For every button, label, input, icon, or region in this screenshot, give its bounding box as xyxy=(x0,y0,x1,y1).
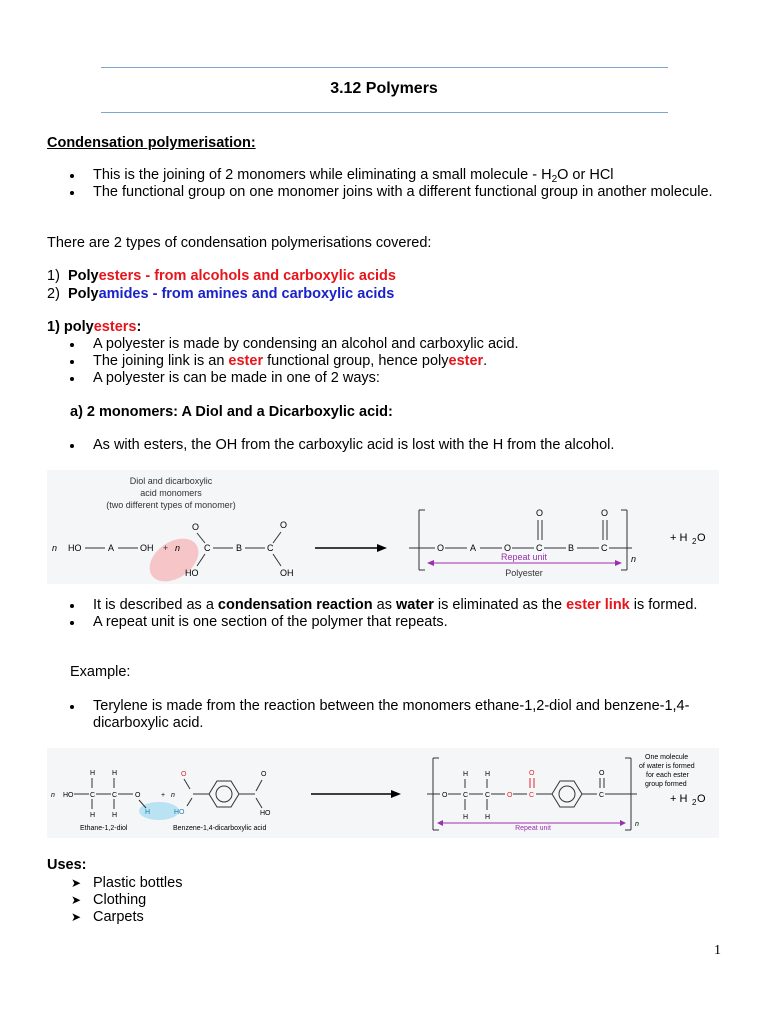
atom-c: C xyxy=(267,543,274,553)
bullet-text: The functional group on one monomer joins with a different functional group in another molecule. xyxy=(93,184,713,200)
atom-c: C xyxy=(112,792,118,799)
atom-c: C xyxy=(536,543,543,553)
condensation-list xyxy=(47,597,727,631)
multiplier-n: n xyxy=(175,543,181,553)
polyesters-heading xyxy=(47,319,141,335)
type-prefix: Poly xyxy=(67,268,99,284)
page-number: 1 xyxy=(714,943,721,958)
atom-c: C xyxy=(485,792,491,799)
water-plus: + H xyxy=(670,532,688,544)
atom-o: O xyxy=(192,522,200,532)
multiplier-n: n xyxy=(631,554,637,564)
list-item xyxy=(47,336,727,353)
terylene-reaction-diagram xyxy=(47,748,719,838)
water-term: water xyxy=(396,597,434,613)
type-prefix: Poly xyxy=(67,286,99,302)
condensation-term: condensation reaction xyxy=(217,597,373,613)
atom-c: C xyxy=(463,792,469,799)
atom-ho: HO xyxy=(174,809,185,816)
atom-h: H xyxy=(463,771,469,778)
list-item xyxy=(47,370,727,387)
atom-c: C xyxy=(204,543,211,553)
group-b: B xyxy=(568,543,575,553)
uses-heading: Uses: xyxy=(47,857,87,873)
type-polyamides xyxy=(47,286,394,302)
use-item: Carpets xyxy=(93,909,144,925)
bullet-icon xyxy=(70,343,74,347)
multiplier-n: n xyxy=(51,792,55,799)
multiplier-n: n xyxy=(171,792,175,799)
bullet-text: A polyester is can be made in one of 2 ways: xyxy=(93,370,380,386)
bullet-text: as xyxy=(372,597,396,613)
heading-prefix: 1) poly xyxy=(47,319,94,335)
atom-o: O xyxy=(507,792,513,799)
bullet-text: is formed. xyxy=(629,597,698,613)
bullet-text-tail: O or HCl xyxy=(557,167,614,183)
type-description: amides - from amines and carboxylic acids xyxy=(98,286,395,302)
type-polyesters xyxy=(47,268,396,284)
water-o: O xyxy=(697,793,706,805)
atom-o: O xyxy=(135,792,141,799)
use-item: Clothing xyxy=(93,892,147,908)
list-item xyxy=(47,597,727,614)
atom-o: O xyxy=(529,770,535,777)
atom-ho: HO xyxy=(63,792,74,799)
water-subscript: 2 xyxy=(692,537,697,546)
atom-o: O xyxy=(442,792,448,799)
bullet-icon xyxy=(70,377,74,381)
bullet-text: As with esters, the OH from the carboxylic acid is lost with the H from the alcohol. xyxy=(93,437,615,453)
section-heading: Condensation polymerisation: xyxy=(47,135,256,151)
note-line: One molecule xyxy=(645,754,689,761)
arrow-bullet-icon: ➤ xyxy=(71,876,82,890)
arrow-bullet-icon: ➤ xyxy=(71,910,82,924)
subscript: 2 xyxy=(551,174,558,185)
heading-colored: esters xyxy=(93,319,137,335)
atom-ho: HO xyxy=(260,810,271,817)
list-item xyxy=(47,353,727,370)
note-line: for each ester xyxy=(646,772,689,779)
group-a: A xyxy=(108,543,115,553)
plus-sign: + xyxy=(161,792,166,799)
atom-c: C xyxy=(529,792,535,799)
list-item xyxy=(47,698,727,732)
repeat-arrow-left-icon xyxy=(427,560,434,566)
list-item xyxy=(47,875,347,892)
repeat-unit-label: Repeat unit xyxy=(500,552,548,562)
caption-line: Diol and dicarboxylic xyxy=(129,476,213,486)
repeat-arrow-left-icon xyxy=(437,820,443,826)
bullet-text: is eliminated as the xyxy=(433,597,567,613)
bullet-icon xyxy=(70,705,74,709)
atom-o: O xyxy=(280,520,288,530)
bullet-text: . xyxy=(483,353,488,369)
atom-ho: HO xyxy=(185,568,199,578)
diol-label: Ethane-1,2-diol xyxy=(80,825,128,832)
heading-suffix: : xyxy=(136,319,142,335)
repeat-arrow-right-icon xyxy=(615,560,622,566)
example-list xyxy=(47,698,727,732)
bullet-text: Terylene is made from the reaction between the monomers ethane-1,2-diol and benzene-1,4-dicarboxylic acid. xyxy=(93,698,690,731)
example-label: Example: xyxy=(70,664,131,680)
atom-o: O xyxy=(504,543,512,553)
list-item xyxy=(47,892,347,909)
caption-line: (two different types of monomer) xyxy=(106,500,236,510)
water-plus: + H xyxy=(670,793,688,805)
acid-label: Benzene-1,4-dicarboxylic acid xyxy=(173,825,267,832)
atom-c: C xyxy=(599,792,605,799)
polyester-label: Polyester xyxy=(505,568,543,578)
types-intro: There are 2 types of condensation polymerisations covered: xyxy=(47,235,432,251)
water-subscript: 2 xyxy=(692,798,697,807)
multiplier-n: n xyxy=(635,821,639,828)
repeat-arrow-right-icon xyxy=(620,820,626,826)
bullet-icon xyxy=(70,621,74,625)
list-item xyxy=(47,184,727,201)
title-underline-rule xyxy=(101,112,668,113)
ester-highlight: ester xyxy=(448,353,484,369)
group-a: A xyxy=(470,543,477,553)
atom-oh: OH xyxy=(280,568,294,578)
note-line: of water is formed xyxy=(639,763,695,770)
list-item xyxy=(47,437,727,454)
benzene-ring-icon xyxy=(209,781,239,807)
subsection-heading: a) 2 monomers: A Diol and a Dicarboxylic acid: xyxy=(70,404,393,420)
reaction-arrow-icon xyxy=(377,544,387,552)
atom-ho: HO xyxy=(68,543,82,553)
caption-line: acid monomers xyxy=(140,488,202,498)
type-number: 1) xyxy=(47,268,60,284)
page-title: 3.12 Polymers xyxy=(330,80,438,97)
bullet-icon xyxy=(70,604,74,608)
atom-h: H xyxy=(90,812,96,819)
repeat-unit-label: Repeat unit xyxy=(515,825,551,832)
multiplier-n: n xyxy=(52,543,58,553)
bullet-text: A repeat unit is one section of the polymer that repeats. xyxy=(93,614,448,630)
atom-h: H xyxy=(112,770,118,777)
atom-h: H xyxy=(145,809,151,816)
list-item xyxy=(47,167,727,184)
group-b: B xyxy=(236,543,243,553)
type-description: esters - from alcohols and carboxylic acids xyxy=(98,268,396,284)
bullet-icon xyxy=(70,174,74,178)
atom-h: H xyxy=(485,814,491,821)
atom-h: H xyxy=(90,770,96,777)
esters-note-list xyxy=(47,437,727,454)
ester-link-term: ester link xyxy=(566,597,630,613)
arrow-bullet-icon: ➤ xyxy=(71,893,82,907)
plus-sign: + xyxy=(163,543,169,553)
atom-h: H xyxy=(463,814,469,821)
bullet-text: This is the joining of 2 monomers while eliminating a small molecule - H xyxy=(93,167,552,183)
use-item: Plastic bottles xyxy=(93,875,183,891)
atom-oh: OH xyxy=(140,543,154,553)
type-number: 2) xyxy=(47,286,60,302)
bullet-text: A polyester is made by condensing an alcohol and carboxylic acid. xyxy=(93,336,519,352)
reaction-arrow-icon xyxy=(391,790,401,798)
uses-list xyxy=(47,875,347,926)
atom-h: H xyxy=(485,771,491,778)
atom-c: C xyxy=(601,543,608,553)
note-line: group formed xyxy=(645,781,687,788)
bullet-icon xyxy=(70,360,74,364)
atom-h: H xyxy=(112,812,118,819)
list-item xyxy=(47,909,347,926)
polyester-reaction-diagram xyxy=(47,470,719,584)
top-rule xyxy=(101,67,668,68)
atom-o: O xyxy=(601,508,609,518)
list-item xyxy=(47,614,727,631)
atom-c: C xyxy=(90,792,96,799)
atom-o: O xyxy=(181,771,187,778)
atom-o: O xyxy=(536,508,544,518)
bullet-icon xyxy=(70,191,74,195)
definition-list xyxy=(47,167,727,201)
ester-highlight: ester xyxy=(228,353,264,369)
atom-o: O xyxy=(599,770,605,777)
water-o: O xyxy=(697,532,706,544)
bullet-icon xyxy=(70,444,74,448)
bullet-text: It is described as a xyxy=(93,597,218,613)
benzene-ring-icon xyxy=(552,781,582,807)
bullet-text: The joining link is an xyxy=(93,353,229,369)
bullet-text: functional group, hence poly xyxy=(263,353,449,369)
atom-o: O xyxy=(261,771,267,778)
atom-o: O xyxy=(437,543,445,553)
polyester-list xyxy=(47,336,727,387)
